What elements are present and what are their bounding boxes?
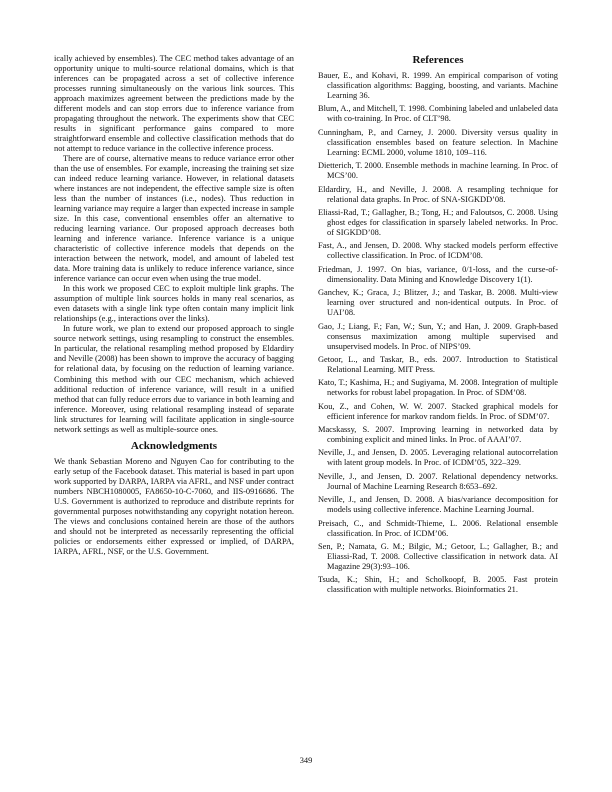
body-paragraph-4: In future work, we plan to extend our proposed approach to single source network settings, using resampling to construct the ensembles. In particular, the relational resampling method proposed by Eldardiry and Neville (2008) has been shown to improve the accuracy of bagging for relational data, by focusing on the reduction of learning variance. Combining this method with our CEC mechanism, which achieved additional reduction of inference variance, will result in a unified method that can fully reduce errors due to variance in both learning and inference. Moreover, using relational resampling instead of separate link structures for learning will facilitate application in single-source network settings as well as multiple-source ones. <box>54 324 294 434</box>
reference-item: Tsuda, K.; Shin, H.; and Scholkoopf, B. 2005. Fast protein classification with multiple networks. Bioinformatics 21. <box>318 575 558 595</box>
reference-item: Preisach, C., and Schmidt-Thieme, L. 2006. Relational ensemble classification. In Proc. of ICDM’06. <box>318 518 558 538</box>
body-paragraph-2: There are of course, alternative means to reduce variance error other than the use of ensembles. For example, increasing the training set size can indeed reduce learning variance. However, in relational datasets where instances are not independent, the effective sample size is often less than the number of instances (i.e., nodes). Thus reduction in learning variance may require a larger than expected increase in sample size. In this case, conventional ensembles offer an alternative to reducing learning variance. Our proposed approach decreases both learning and inference variance. Inference variance is a unique characteristic of collective inference models that depends on the interaction between the network, model, and amount of labeled test data. More training data is unlikely to reduce inference variance, since inference variance can occur even when using the true model. <box>54 154 294 284</box>
reference-item: Dietterich, T. 2000. Ensemble methods in machine learning. In Proc. of MCS’00. <box>318 161 558 181</box>
reference-item: Eldardiry, H., and Neville, J. 2008. A resampling technique for relational data graphs. In Proc. of SNA-SIGKDD’08. <box>318 184 558 204</box>
reference-item: Fast, A., and Jensen, D. 2008. Why stacked models perform effective collective classification. In Proc. of ICDM’08. <box>318 241 558 261</box>
reference-item: Sen, P.; Namata, G. M.; Bilgic, M.; Getoor, L.; Gallagher, B.; and Eliassi-Rad, T. 2008. Collective classification in network data. AI Magazine 29(3):93–106. <box>318 542 558 572</box>
body-paragraph-3: In this work we proposed CEC to exploit multiple link graphs. The assumption of multiple link sources holds in many real scenarios, as even datasets with a single link type often contain many implicit link relationships (e.g., interactions over the links). <box>54 284 294 324</box>
reference-item: Neville, J., and Jensen, D. 2005. Leveraging relational autocorrelation with latent group models. In Proc. of ICDM’05, 322–329. <box>318 448 558 468</box>
reference-list <box>318 71 558 595</box>
acknowledgments-heading: Acknowledgments <box>130 439 218 452</box>
reference-item: Ganchev, K.; Graca, J.; Blitzer, J.; and Taskar, B. 2008. Multi-view learning over structured and non-identical outputs. In Proc. of UAI’08. <box>318 288 558 318</box>
acknowledgments-paragraph: We thank Sebastian Moreno and Nguyen Cao for contributing to the early setup of the Facebook dataset. This material is based in part upon work supported by DARPA, IARPA via AFRL, and NSF under contract numbers NBCH1080005, FA8650-10-C-7060, and IIS-0916686. The U.S. Government is authorized to reproduce and distribute reprints for governmental purposes notwithstanding any copyright notation hereon. The views and conclusions contained herein are those of the authors and should not be interpreted as necessarily representing the official policies or endorsements either expressed or implied, of DARPA, IARPA, AFRL, NSF, or the U.S. Government. <box>54 456 294 556</box>
reference-item: Bauer, E., and Kohavi, R. 1999. An empirical comparison of voting classification algorithms: Bagging, boosting, and variants. Machine Learning 36. <box>318 71 558 100</box>
reference-item: Neville, J., and Jensen, D. 2007. Relational dependency networks. Journal of Machine Learning Research 8:653–692. <box>318 471 558 491</box>
references-heading: References <box>412 54 464 66</box>
reference-item: Gao, J.; Liang, F.; Fan, W.; Sun, Y.; and Han, J. 2009. Graph-based consensus maximization among multiple supervised and unsupervised models. In Proc. of NIPS’09. <box>318 321 558 351</box>
page-number: 349 <box>299 756 313 765</box>
reference-item: Macskassy, S. 2007. Improving learning in networked data by combining explicit and mined links. In Proc. of AAAI’07. <box>318 425 558 445</box>
right-column <box>318 54 558 599</box>
body-paragraph-1: ically achieved by ensembles). The CEC method takes advantage of an opportunity unique to multi-source relational domains, which is that inferences can be propagated across a set of collective inference processes running simultaneously on the various link sources. This approach maximizes agreement between the predictions made by the different models and can stop errors due to inference variance from propagating throughout the network. The experiments show that CEC results in significant performance gains compared to more straightforward ensemble and collective classification methods that do not attempt to reduce variance in the collective inference process. <box>54 54 294 154</box>
reference-item: Kato, T.; Kashima, H.; and Sugiyama, M. 2008. Integration of multiple networks for robust label propagation. In Proc. of SDM’08. <box>318 378 558 398</box>
reference-item: Blum, A., and Mitchell, T. 1998. Combining labeled and unlabeled data with co-training. In Proc. of CLT’98. <box>318 104 558 124</box>
reference-item: Cunningham, P., and Carney, J. 2000. Diversity versus quality in classification ensembles based on feature selection. In Machine Learning: ECML 2000, volume 1810, 109–116. <box>318 127 558 157</box>
reference-item: Getoor, L., and Taskar, B., eds. 2007. Introduction to Statistical Relational Learning. MIT Press. <box>318 354 558 374</box>
reference-item: Eliassi-Rad, T.; Gallagher, B.; Tong, H.; and Faloutsos, C. 2008. Using ghost edges for classification in sparsely labeled networks. In Proc. of SIGKDD’08. <box>318 207 558 237</box>
left-column <box>54 54 294 557</box>
reference-item: Neville, J., and Jensen, D. 2008. A bias/variance decomposition for models using collective inference. Machine Learning Journal. <box>318 495 558 515</box>
reference-item: Kou, Z., and Cohen, W. W. 2007. Stacked graphical models for efficient inference for markov random fields. In Proc. of SDM’07. <box>318 401 558 421</box>
reference-item: Friedman, J. 1997. On bias, variance, 0/1-loss, and the curse-of-dimensionality. Data Mining and Knowledge Discovery 1(1). <box>318 264 558 284</box>
